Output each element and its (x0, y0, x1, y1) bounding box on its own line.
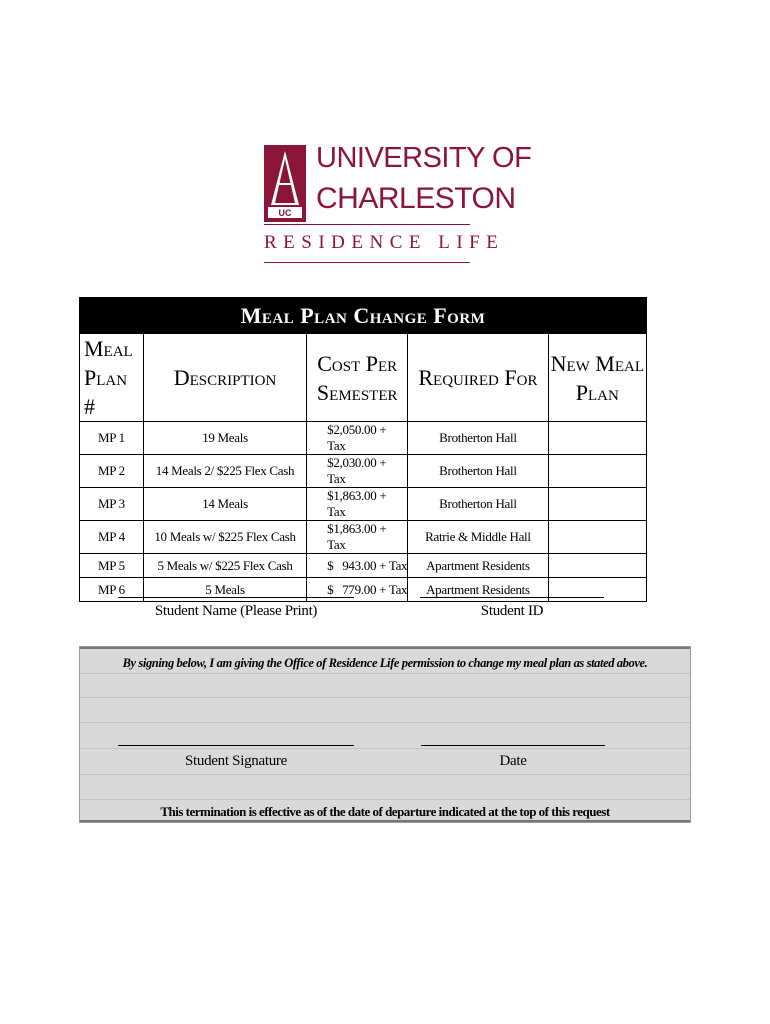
required-for-cell: Apartment Residents (408, 578, 548, 602)
header-meal-plan-line2: Plan # (84, 365, 128, 419)
header-cost-line1: Cost Per (317, 350, 398, 376)
date-line[interactable] (421, 744, 605, 746)
description-cell: 5 Meals w/ $225 Flex Cash (143, 554, 306, 578)
table-row (80, 521, 647, 554)
panel-row-separator (80, 722, 690, 723)
logo-university-of: UNIVERSITY OF (316, 142, 532, 174)
required-for-cell: Brotherton Hall (408, 455, 548, 488)
new-plan-cell[interactable] (548, 488, 646, 521)
meal-plan-table (79, 297, 647, 602)
logo-divider-bottom (264, 262, 470, 263)
new-plan-cell[interactable] (548, 455, 646, 488)
plan-cell: MP 1 (80, 422, 144, 455)
plan-cell: MP 3 (80, 488, 144, 521)
student-id-label: Student ID (480, 603, 544, 619)
student-name-label: Student Name (Please Print) (154, 603, 318, 619)
header-new-plan-line1: New Meal (550, 350, 644, 376)
header-required-for: Required For (408, 334, 548, 422)
header-meal-plan-line1: Meal (84, 336, 133, 361)
table-row (80, 554, 647, 578)
header-meal-plan (80, 334, 144, 422)
required-for-cell: Brotherton Hall (408, 422, 548, 455)
new-plan-cell[interactable] (548, 521, 646, 554)
description-cell: 19 Meals (143, 422, 306, 455)
table-row (80, 488, 647, 521)
table-row (80, 455, 647, 488)
university-logo (264, 140, 532, 268)
student-name-line[interactable] (118, 596, 354, 598)
header-cost (307, 334, 408, 422)
new-plan-cell[interactable] (548, 422, 646, 455)
cost-cell: $ 779.00 + Tax (307, 578, 408, 602)
date-label: Date (499, 753, 527, 769)
header-cost-line2: Semester (316, 379, 398, 405)
panel-row-separator (80, 799, 690, 800)
logo-divider (264, 224, 470, 225)
header-new-plan (548, 334, 646, 422)
termination-note: This termination is effective as of the date of departure indicated at the top of this request (160, 804, 610, 819)
cost-cell: $1,863.00 + Tax (307, 521, 408, 554)
plan-cell: MP 4 (80, 521, 144, 554)
cost-cell: $ 943.00 + Tax (307, 554, 408, 578)
panel-row-separator (80, 748, 690, 749)
panel-row-separator (80, 673, 690, 674)
plan-cell: MP 6 (80, 578, 144, 602)
new-plan-cell[interactable] (548, 554, 646, 578)
cost-cell: $2,050.00 + Tax (307, 422, 408, 455)
form-title: Meal Plan Change Form (80, 298, 647, 334)
plan-cell: MP 2 (80, 455, 144, 488)
description-cell: 14 Meals (143, 488, 306, 521)
header-description: Description (143, 334, 306, 422)
table-row (80, 422, 647, 455)
plan-cell: MP 5 (80, 554, 144, 578)
student-signature-label: Student Signature (185, 753, 287, 769)
required-for-cell: Ratrie & Middle Hall (408, 521, 548, 554)
required-for-cell: Apartment Residents (408, 554, 548, 578)
required-for-cell: Brotherton Hall (408, 488, 548, 521)
panel-row-separator (80, 774, 690, 775)
cost-cell: $1,863.00 + Tax (307, 488, 408, 521)
panel-top-edge (80, 647, 690, 649)
signature-panel (79, 646, 691, 823)
chapel-emblem-icon (264, 145, 306, 222)
description-cell: 14 Meals 2/ $225 Flex Cash (143, 455, 306, 488)
header-new-plan-line2: Plan (575, 379, 619, 405)
description-cell: 5 Meals (143, 578, 306, 602)
cost-cell: $2,030.00 + Tax (307, 455, 408, 488)
student-signature-line[interactable] (118, 744, 354, 746)
logo-mark-text: UC (278, 208, 292, 218)
description-cell: 10 Meals w/ $225 Flex Cash (143, 521, 306, 554)
consent-text: By signing below, I am giving the Office of Residence Life permission to change my meal plan as stated above. (122, 656, 648, 670)
panel-bottom-edge (80, 820, 690, 822)
student-id-line[interactable] (420, 596, 604, 598)
logo-residence-life: RESIDENCE LIFE (264, 232, 505, 253)
panel-row-separator (80, 697, 690, 698)
logo-charleston: CHARLESTON (316, 182, 516, 215)
